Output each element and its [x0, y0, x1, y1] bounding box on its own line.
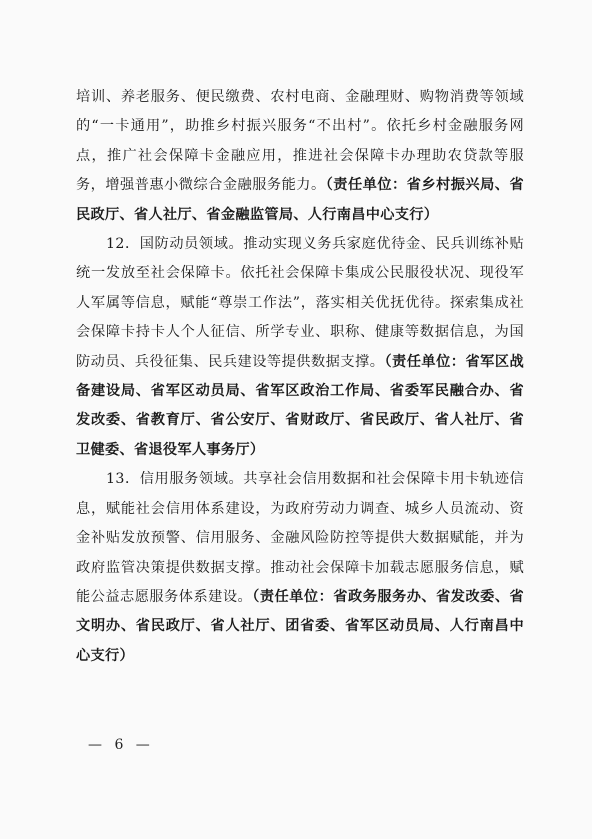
document-body: [76, 83, 524, 671]
responsible-units: （责任单位：省政务服务办、省发改委、省文明办、省民政厅、省人社厅、团省委、省军区动员局、人行南昌中心支行）: [76, 588, 524, 664]
paragraph-text: 13．信用服务领域。共享社会信用数据和社会保障卡用卡轨迹信息，赋能社会信用体系建设，为政府劳动力调查、城乡人员流动、资金补贴发放预警、信用服务、金融风险防控等提供大数据赋能，并为政府监管决策提供数据支撑。推动社会保障卡加载志愿服务信息，赋能公益志愿服务体系建设。: [76, 471, 524, 605]
paragraph-text: 12．国防动员领域。推动实现义务兵家庭优待金、民兵训练补贴统一发放至社会保障卡。依托社会保障卡集成公民服役状况、现役军人军属等信息，赋能“尊崇工作法”，落实相关优抚优待。探索集成社会保障卡持卡人个人征信、所学专业、职称、健康等数据信息，为国防动员、兵役征集、民兵建设等提供数据支撑。: [76, 236, 524, 370]
responsible-units: （责任单位：省乡村振兴局、省民政厅、省人社厅、省金融监管局、人行南昌中心支行）: [76, 177, 524, 223]
paragraph-item-12: [76, 230, 524, 465]
responsible-units: （责任单位：省军区战备建设局、省军区动员局、省军区政治工作局、省委军民融合办、省发改委、省教育厅、省公安厅、省财政厅、省民政厅、省人社厅、省卫健委、省退役军人事务厅）: [76, 353, 524, 458]
page-number: — 6 —: [88, 737, 154, 753]
paragraph-item-13: [76, 465, 524, 671]
paragraph-text: 培训、养老服务、便民缴费、农村电商、金融理财、购物消费等领域的“一卡通用”，助推乡村振兴服务“不出村”。依托乡村金融服务网点，推广社会保障卡金融应用，推进社会保障卡办理助农贷款等服务，增强普惠小微综合金融服务能力。: [76, 89, 524, 194]
paragraph-item-11-continued: [76, 83, 524, 230]
